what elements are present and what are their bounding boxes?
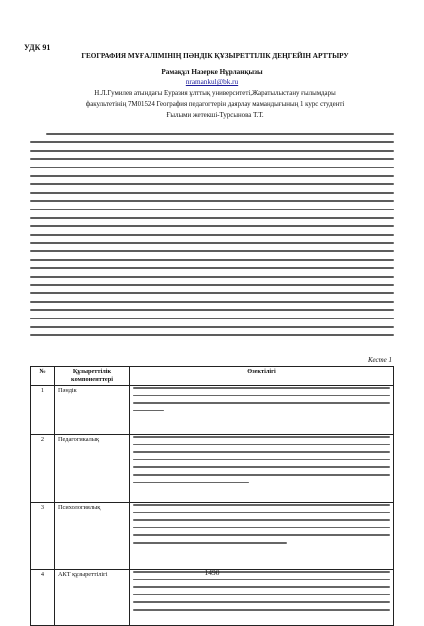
- row-relevance: [130, 435, 394, 503]
- row-component: Психологиялық: [55, 503, 130, 570]
- row-number: 3: [31, 503, 55, 570]
- relevance-text-line: [133, 395, 390, 397]
- relevance-text-line: [133, 459, 390, 461]
- relevance-text-line: [133, 474, 390, 476]
- relevance-text-line: [133, 387, 390, 389]
- table-row: [31, 570, 394, 626]
- table-caption: Кесте 1: [367, 356, 392, 364]
- table-header-number: №: [31, 367, 55, 386]
- table-row: [31, 435, 394, 503]
- affiliation-line: факультетінің 7М01524 География педагогтерін даярлау мамандығының 1 курс студенті: [85, 101, 345, 108]
- email-link[interactable]: nramankul@bk.ru: [185, 78, 239, 86]
- body-text-line: [30, 301, 394, 303]
- affiliation-block: [40, 88, 390, 121]
- relevance-text-line: [133, 609, 390, 611]
- body-text-line: [46, 133, 394, 135]
- row-relevance: [130, 570, 394, 626]
- udc-code: УДК 91: [24, 43, 51, 52]
- row-number: 2: [31, 435, 55, 503]
- relevance-text-line: [133, 402, 390, 404]
- body-text-line: [30, 141, 394, 143]
- table-row: [31, 503, 394, 570]
- relevance-text-line: [133, 451, 390, 453]
- body-text-line: [30, 209, 394, 211]
- row-number: 4: [31, 570, 55, 626]
- relevance-text-line: [133, 466, 390, 468]
- relevance-text-line: [133, 512, 390, 514]
- relevance-text-line: [133, 542, 287, 544]
- relevance-text-line: [133, 534, 390, 536]
- body-text: [30, 133, 394, 359]
- body-text-line: [30, 267, 394, 269]
- body-text-line: [30, 334, 394, 336]
- body-text-line: [30, 175, 394, 177]
- author-name: Рамақұл Назерке Нұрланқызы: [161, 68, 263, 76]
- article-title: ГЕОГРАФИЯ МҰҒАЛІМІНІҢ ПӘНДІК ҚҰЗЫРЕТТІЛІК ДЕҢГЕЙІН АРТТЫРУ: [81, 52, 349, 60]
- row-number: 1: [31, 386, 55, 435]
- relevance-text-line: [133, 586, 390, 588]
- body-text-line: [30, 292, 394, 294]
- row-relevance: [130, 386, 394, 435]
- relevance-text-line: [133, 601, 390, 603]
- table-header-relevance: Өзектілігі: [130, 367, 394, 386]
- row-relevance: [130, 503, 394, 570]
- body-text-line: [30, 250, 394, 252]
- body-text-line: [30, 167, 394, 169]
- relevance-text-line: [133, 482, 249, 484]
- body-text-line: [30, 217, 394, 219]
- body-text-line: [30, 158, 394, 160]
- body-text-line: [30, 192, 394, 194]
- body-text-line: [30, 225, 394, 227]
- author-email: [0, 78, 424, 86]
- row-component: АКТ құзыреттілігі: [55, 570, 130, 626]
- body-text-line: [30, 284, 394, 286]
- competence-table: [30, 366, 394, 626]
- body-text-line: [30, 150, 394, 152]
- table-header-component: Құзыреттілік компоненттері: [55, 367, 130, 386]
- relevance-text-line: [133, 519, 390, 521]
- body-text-line: [30, 183, 394, 185]
- row-component: Пәндік: [55, 386, 130, 435]
- relevance-text-line: [133, 594, 390, 596]
- body-text-line: [30, 259, 394, 261]
- relevance-text-line: [133, 444, 390, 446]
- body-text-line: [30, 234, 394, 236]
- body-text-line: [30, 276, 394, 278]
- relevance-text-line: [133, 579, 390, 581]
- relevance-text-line: [133, 504, 390, 506]
- body-text-line: [30, 200, 394, 202]
- table-row: [31, 386, 394, 435]
- body-text-line: [30, 326, 394, 328]
- body-text-line: [30, 242, 394, 244]
- relevance-text-line: [133, 527, 390, 529]
- body-text-line: [30, 309, 394, 311]
- table-header-row: [31, 367, 394, 386]
- body-text-line: [30, 318, 394, 320]
- relevance-text-line: [133, 410, 164, 412]
- affiliation-line: Н.Л.Гумилев атындағы Еуразия ұлттық университеті,Жаратылыстану ғылымдары: [94, 90, 336, 97]
- affiliation-line: Ғылыми жетекші-Турсынова Т.Т.: [166, 112, 264, 119]
- page-number: 1490: [204, 568, 220, 577]
- row-component: Педагогикалық: [55, 435, 130, 503]
- relevance-text-line: [133, 436, 390, 438]
